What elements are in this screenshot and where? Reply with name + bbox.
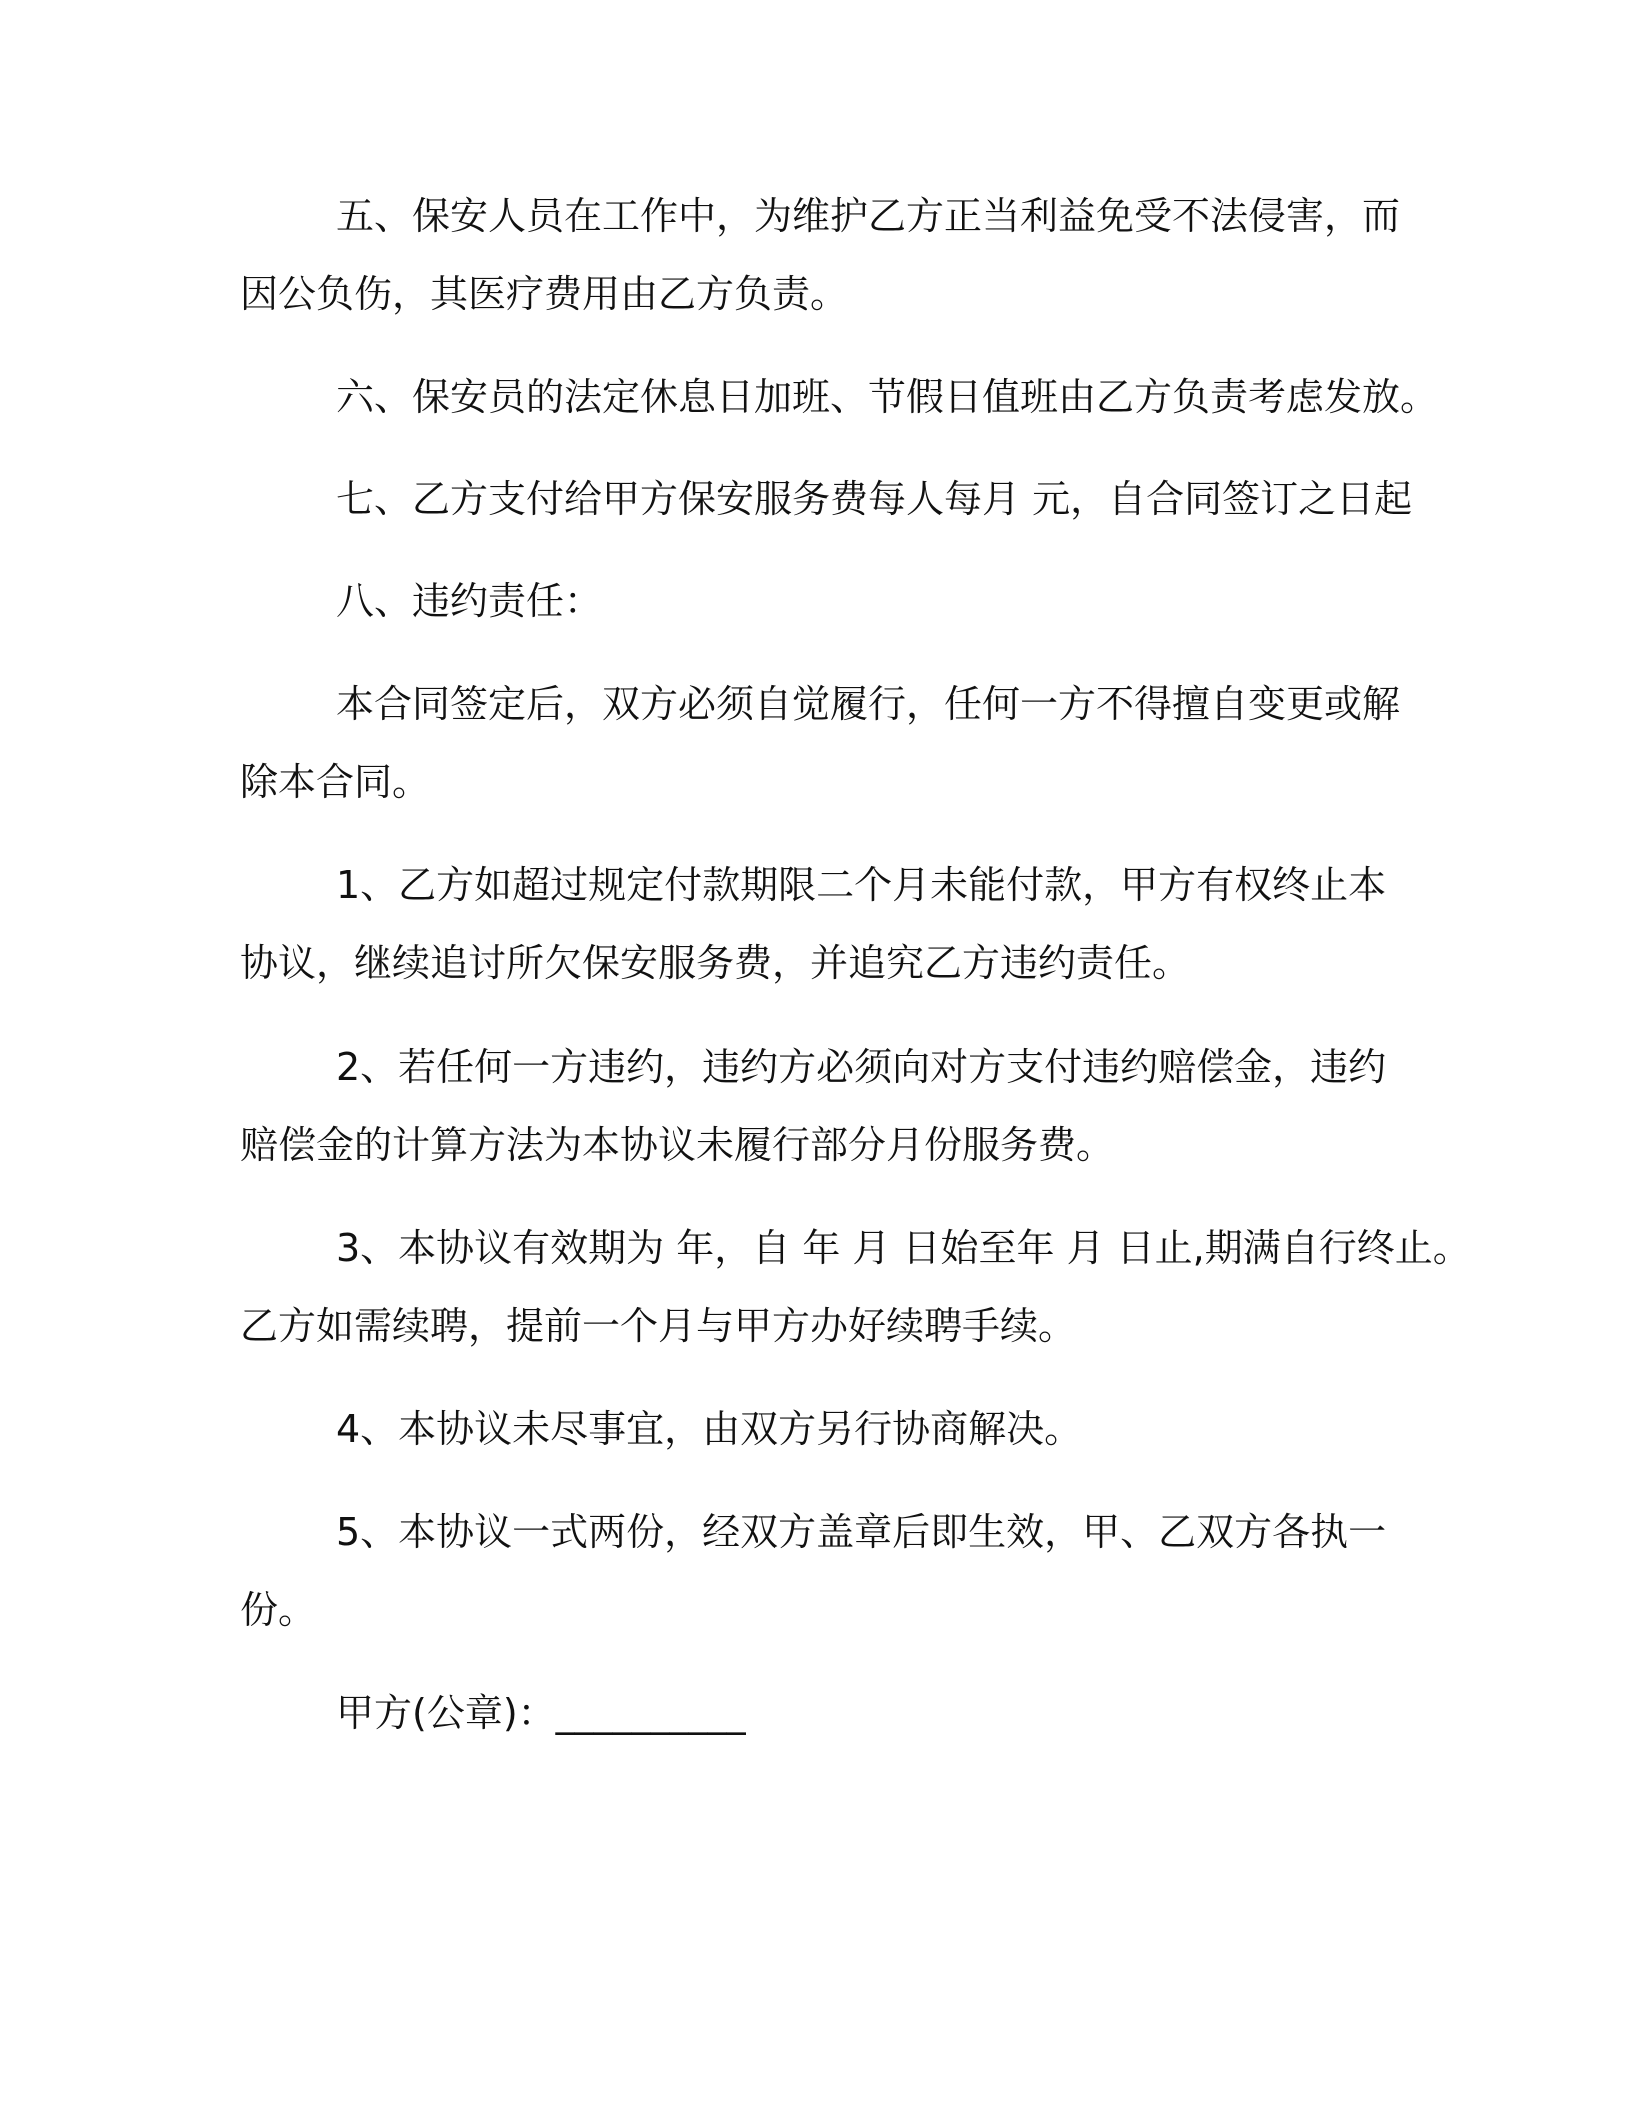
paragraph-5-medical-fees <box>240 177 1410 333</box>
paragraph-contract-obligation <box>240 665 1410 821</box>
paragraph-line: 赔偿金的计算方法为本协议未履行部分月份服务费。 <box>240 1123 1115 1167</box>
paragraph-line: 乙方如需续聘，提前一个月与甲方办好续聘手续。 <box>240 1304 1077 1348</box>
paragraph-line: 份。 <box>240 1588 317 1632</box>
paragraph-line: 协议，继续追讨所欠保安服务费，并追究乙方违约责任。 <box>240 941 1191 985</box>
signature-party-a <box>240 1674 1410 1752</box>
paragraph-7-service-fee <box>240 460 1413 538</box>
paragraph-line: 六、保安员的法定休息日加班、节假日值班由乙方负责考虑发放。 <box>336 375 1439 419</box>
paragraph-line: 本合同签定后，双方必须自觉履行，任何一方不得擅自变更或解 <box>336 682 1401 726</box>
paragraph-line: 2、若任何一方违约，违约方必须向对方支付违约赔偿金，违约 <box>336 1045 1387 1089</box>
signature-line <box>240 1674 1410 1752</box>
clause-4-other-matters <box>240 1390 1410 1468</box>
signature-label: 甲方(公章)： <box>336 1691 556 1735</box>
paragraph-line: 5、本协议一式两份，经双方盖章后即生效，甲、乙双方各执一 <box>336 1510 1387 1554</box>
paragraph-line: 因公负伤，其医疗费用由乙方负责。 <box>240 272 849 316</box>
paragraph-line: 除本合同。 <box>240 760 431 804</box>
clause-1-late-payment <box>240 846 1410 1002</box>
clause-5-copies <box>240 1493 1410 1649</box>
paragraph-line: 1、乙方如超过规定付款期限二个月未能付款，甲方有权终止本 <box>336 863 1387 907</box>
clause-3-validity-period <box>240 1209 1471 1365</box>
paragraph-line: 七、乙方支付给甲方保安服务费每人每月 元，自合同签订之日起 <box>336 477 1413 521</box>
paragraph-6-overtime <box>240 358 1439 436</box>
paragraph-line: 八、违约责任： <box>336 579 603 623</box>
paragraph-line: 五、保安人员在工作中，为维护乙方正当利益免受不法侵害，而 <box>336 194 1401 238</box>
paragraph-8-breach-heading <box>240 562 1410 640</box>
paragraph-line: 3、本协议有效期为 年，自 年 月 日始至年 月 日止,期满自行终止。 <box>336 1226 1471 1270</box>
clause-2-compensation <box>240 1028 1410 1184</box>
signature-blank: __________ <box>555 1691 746 1735</box>
paragraph-line: 4、本协议未尽事宜，由双方另行协商解决。 <box>336 1407 1083 1451</box>
